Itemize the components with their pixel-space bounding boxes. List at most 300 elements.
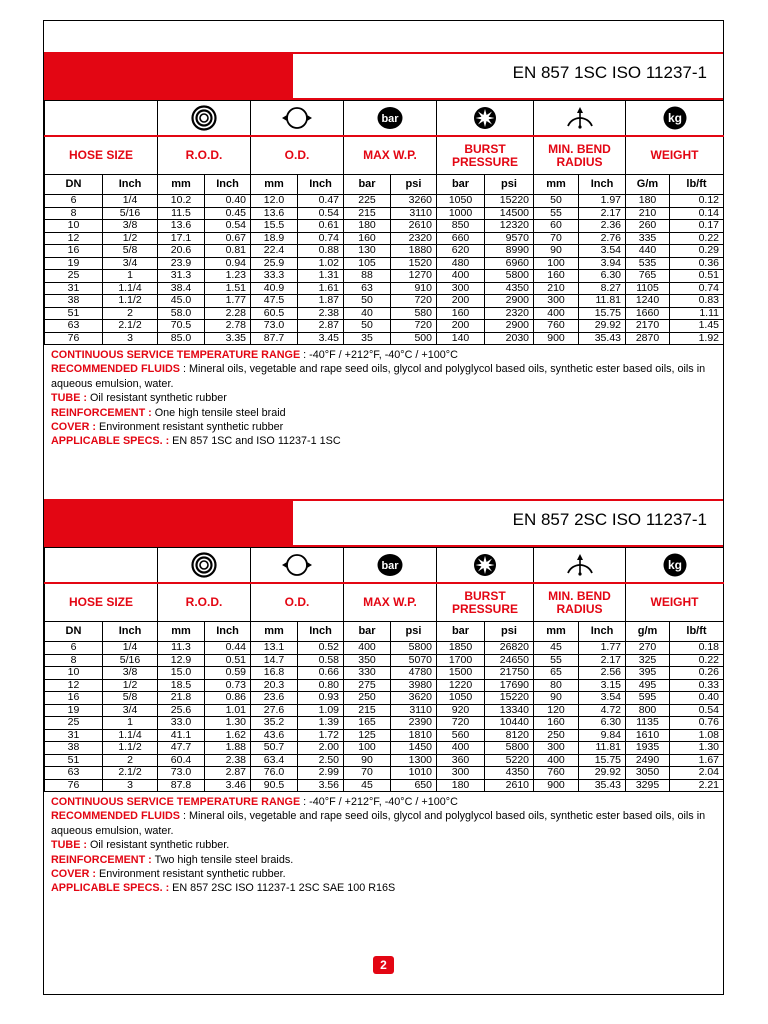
unit-header-cell: mm [158, 622, 205, 642]
table-cell: 4350 [485, 282, 534, 295]
table-cell: 300 [437, 767, 485, 780]
table-cell: 3 [103, 779, 158, 792]
table-cell: 0.36 [670, 257, 724, 270]
table-cell: 1935 [626, 742, 670, 755]
unit-header-cell: mm [534, 622, 579, 642]
table-cell: 2.1/2 [103, 320, 158, 333]
table-row [45, 232, 724, 245]
table-cell: 225 [344, 195, 391, 208]
table-cell: 720 [437, 717, 485, 730]
table-cell: 15.75 [579, 754, 626, 767]
table-cell: 70.5 [158, 320, 205, 333]
table-cell: 16 [45, 245, 103, 258]
table-cell: 2.28 [205, 307, 251, 320]
table-cell: 765 [626, 270, 670, 283]
table-cell: 90 [344, 754, 391, 767]
table-cell: 650 [391, 779, 437, 792]
header-od: O.D. [251, 136, 344, 175]
note-line [51, 434, 716, 448]
table-cell: 88 [344, 270, 391, 283]
table-cell: 140 [437, 332, 485, 345]
note-text: EN 857 2SC ISO 11237-1 2SC SAE 100 R16S [169, 882, 396, 895]
table-cell: 2 [103, 307, 158, 320]
header-min-bend-radius: MIN. BEND RADIUS [534, 136, 626, 175]
table-row [45, 679, 724, 692]
unit-header-cell: psi [391, 622, 437, 642]
table-cell: 1.45 [670, 320, 724, 333]
header-rod: R.O.D. [158, 583, 251, 622]
table-cell: 0.22 [670, 654, 724, 667]
table-cell: 2610 [485, 779, 534, 792]
note-text: : -40°F / +212°F, -40°C / +100°C [300, 796, 458, 808]
table-cell: 18.9 [251, 232, 298, 245]
bend-radius-icon [534, 101, 626, 137]
table-cell: 0.54 [205, 220, 251, 233]
table-cell: 2.76 [579, 232, 626, 245]
table-cell: 2170 [626, 320, 670, 333]
red-banner-block [44, 501, 293, 545]
table-cell: 2.00 [298, 742, 344, 755]
table-cell: 0.29 [670, 245, 724, 258]
table-cell: 8.27 [579, 282, 626, 295]
unit-header-cell: bar [344, 622, 391, 642]
unit-header-cell: Inch [579, 175, 626, 195]
table-cell: 350 [344, 654, 391, 667]
table-cell: 2.38 [298, 307, 344, 320]
group-header-row [45, 136, 724, 175]
icon-row [45, 548, 724, 584]
table-row [45, 332, 724, 345]
table-cell: 1.87 [298, 295, 344, 308]
table-cell: 3/8 [103, 220, 158, 233]
unit-header-cell: lb/ft [670, 175, 724, 195]
table-cell: 1105 [626, 282, 670, 295]
table-row [45, 767, 724, 780]
table-cell: 60.5 [251, 307, 298, 320]
note-label: TUBE : [51, 392, 87, 405]
table-cell: 5800 [485, 742, 534, 755]
table-cell: 63.4 [251, 754, 298, 767]
unit-header-cell: g/m [626, 622, 670, 642]
table-cell: 31 [45, 282, 103, 295]
table-cell: 660 [437, 232, 485, 245]
table-cell: 200 [437, 295, 485, 308]
table-row [45, 704, 724, 717]
table-cell: 1.88 [205, 742, 251, 755]
table-cell: 160 [534, 717, 579, 730]
table-row [45, 754, 724, 767]
table-cell: 1450 [391, 742, 437, 755]
unit-header-cell: lb/ft [670, 622, 724, 642]
table-cell: 0.58 [298, 654, 344, 667]
note-line [51, 809, 716, 838]
spec-table [44, 100, 724, 345]
table-cell: 31 [45, 729, 103, 742]
table-cell: 1700 [437, 654, 485, 667]
table-cell: 1850 [437, 642, 485, 655]
section-title: EN 857 2SC ISO 11237-1 [512, 510, 707, 529]
table-cell: 1.67 [670, 754, 724, 767]
table-cell: 3/4 [103, 257, 158, 270]
table-cell: 65 [534, 667, 579, 680]
table-cell: 270 [626, 642, 670, 655]
bar-pressure-icon [344, 548, 437, 584]
header-min-bend-radius: MIN. BEND RADIUS [534, 583, 626, 622]
table-cell: 1/4 [103, 642, 158, 655]
table-cell: 12 [45, 679, 103, 692]
bend-radius-icon [534, 548, 626, 584]
note-label: APPLICABLE SPECS. : [51, 435, 170, 448]
table-cell: 2490 [626, 754, 670, 767]
unit-header-cell: Inch [579, 622, 626, 642]
table-row [45, 207, 724, 220]
table-row [45, 307, 724, 320]
note-text: EN 857 1SC and ISO 11237-1 1SC [169, 435, 341, 448]
table-cell: 0.44 [205, 642, 251, 655]
note-line [51, 406, 716, 420]
table-cell: 1660 [626, 307, 670, 320]
table-cell: 0.61 [298, 220, 344, 233]
bar-icon-text: bar [381, 560, 399, 572]
table-cell: 20.6 [158, 245, 205, 258]
table-cell: 400 [437, 270, 485, 283]
kg-weight-icon [626, 101, 724, 137]
table-cell: 1 [103, 717, 158, 730]
table-cell: 3.15 [579, 679, 626, 692]
table-cell: 3/8 [103, 667, 158, 680]
section-banner [44, 52, 723, 100]
table-cell: 2.17 [579, 654, 626, 667]
table-cell: 0.12 [670, 195, 724, 208]
table-cell: 2.87 [205, 767, 251, 780]
table-cell: 1220 [437, 679, 485, 692]
table-cell: 0.54 [670, 704, 724, 717]
table-row [45, 717, 724, 730]
table-row [45, 654, 724, 667]
table-cell: 1/2 [103, 232, 158, 245]
table-cell: 210 [534, 282, 579, 295]
table-cell: 1135 [626, 717, 670, 730]
table-cell: 1.30 [670, 742, 724, 755]
table-cell: 3620 [391, 692, 437, 705]
table-cell: 1.77 [579, 642, 626, 655]
table-cell: 15220 [485, 692, 534, 705]
table-cell: 1.1/2 [103, 295, 158, 308]
table-cell: 3.46 [205, 779, 251, 792]
table-cell: 6960 [485, 257, 534, 270]
table-cell: 5800 [391, 642, 437, 655]
table-cell: 1.31 [298, 270, 344, 283]
table-cell: 1270 [391, 270, 437, 283]
table-cell: 100 [344, 742, 391, 755]
table-cell: 76 [45, 779, 103, 792]
table-cell: 80 [534, 679, 579, 692]
table-cell: 1.92 [670, 332, 724, 345]
table-cell: 1300 [391, 754, 437, 767]
icon-row [45, 101, 724, 137]
table-cell: 300 [534, 742, 579, 755]
table-cell: 19 [45, 704, 103, 717]
note-line [51, 853, 716, 867]
table-cell: 27.6 [251, 704, 298, 717]
table-cell: 0.45 [205, 207, 251, 220]
note-label: CONTINUOUS SERVICE TEMPERATURE RANGE [51, 349, 301, 361]
table-cell: 300 [437, 282, 485, 295]
table-cell: 165 [344, 717, 391, 730]
table-cell: 800 [626, 704, 670, 717]
table-cell: 6 [45, 642, 103, 655]
table-cell: 2610 [391, 220, 437, 233]
table-cell: 0.18 [670, 642, 724, 655]
table-cell: 15220 [485, 195, 534, 208]
section-title: EN 857 1SC ISO 11237-1 [512, 63, 707, 82]
table-cell: 180 [344, 220, 391, 233]
table-cell: 2.38 [205, 754, 251, 767]
table-cell: 1 [103, 270, 158, 283]
note-label: RECOMMENDED FLUIDS [51, 810, 180, 823]
unit-header-cell: psi [485, 175, 534, 195]
table-cell: 535 [626, 257, 670, 270]
table-cell: 5/8 [103, 692, 158, 705]
table-cell: 6 [45, 195, 103, 208]
table-cell: 21750 [485, 667, 534, 680]
note-label: COVER : [51, 868, 96, 881]
group-header-row [45, 583, 724, 622]
note-label: APPLICABLE SPECS. : [51, 882, 170, 895]
table-row [45, 667, 724, 680]
table-cell: 11.5 [158, 207, 205, 220]
table-cell: 1.11 [670, 307, 724, 320]
header-hose-size: HOSE SIZE [45, 136, 158, 175]
table-cell: 76.0 [251, 767, 298, 780]
burst-icon [437, 101, 534, 137]
table-row [45, 642, 724, 655]
outer-diameter-icon [251, 101, 344, 137]
note-line [51, 867, 716, 881]
table-cell: 8990 [485, 245, 534, 258]
note-line [51, 348, 716, 362]
table-cell: 8 [45, 654, 103, 667]
table-cell: 0.66 [298, 667, 344, 680]
table-cell: 25.9 [251, 257, 298, 270]
table-cell: 440 [626, 245, 670, 258]
note-line [51, 881, 716, 895]
unit-header-cell: bar [437, 175, 485, 195]
table-cell: 1.02 [298, 257, 344, 270]
table-cell: 51 [45, 754, 103, 767]
table-cell: 14500 [485, 207, 534, 220]
table-cell: 5/16 [103, 207, 158, 220]
table-cell: 0.74 [298, 232, 344, 245]
table-cell: 8120 [485, 729, 534, 742]
table-cell: 0.93 [298, 692, 344, 705]
table-cell: 9.84 [579, 729, 626, 742]
table-cell: 35.43 [579, 779, 626, 792]
table-cell: 3.45 [298, 332, 344, 345]
table-cell: 330 [344, 667, 391, 680]
table-cell: 500 [391, 332, 437, 345]
kg-icon-text: kg [667, 111, 682, 125]
table-cell: 920 [437, 704, 485, 717]
table-cell: 18.5 [158, 679, 205, 692]
unit-header-cell: Inch [103, 622, 158, 642]
header-weight: WEIGHT [626, 583, 724, 622]
table-cell: 0.51 [205, 654, 251, 667]
table-cell: 105 [344, 257, 391, 270]
table-cell: 25 [45, 717, 103, 730]
table-cell: 3 [103, 332, 158, 345]
table-cell: 1.72 [298, 729, 344, 742]
table-cell: 35 [344, 332, 391, 345]
outer-diameter-icon [251, 548, 344, 584]
table-cell: 55 [534, 654, 579, 667]
table-cell: 0.81 [205, 245, 251, 258]
table-cell: 90 [534, 692, 579, 705]
table-cell: 1.1/4 [103, 729, 158, 742]
table-cell: 400 [437, 742, 485, 755]
header-hose-size: HOSE SIZE [45, 583, 158, 622]
note-line [51, 795, 716, 809]
table-cell: 13.6 [158, 220, 205, 233]
table-cell: 910 [391, 282, 437, 295]
table-cell: 5/8 [103, 245, 158, 258]
table-cell: 0.80 [298, 679, 344, 692]
table-cell: 3.35 [205, 332, 251, 345]
note-text: Oil resistant synthetic rubber. [87, 839, 230, 852]
table-cell: 720 [391, 320, 437, 333]
table-cell: 0.33 [670, 679, 724, 692]
table-cell: 50 [344, 320, 391, 333]
table-cell: 12.9 [158, 654, 205, 667]
table-row [45, 692, 724, 705]
note-label: TUBE : [51, 839, 87, 852]
table-cell: 4350 [485, 767, 534, 780]
note-label: REINFORCEMENT : [51, 853, 152, 866]
table-cell: 0.67 [205, 232, 251, 245]
table-cell: 73.0 [251, 320, 298, 333]
unit-header-cell: G/m [626, 175, 670, 195]
table-cell: 160 [534, 270, 579, 283]
unit-header-cell: Inch [205, 175, 251, 195]
table-cell: 2.1/2 [103, 767, 158, 780]
table-cell: 23.6 [251, 692, 298, 705]
table-cell: 100 [534, 257, 579, 270]
note-line [51, 362, 716, 391]
table-row [45, 742, 724, 755]
table-cell: 1.1/2 [103, 742, 158, 755]
header-od: O.D. [251, 583, 344, 622]
table-row [45, 320, 724, 333]
note-text: : Mineral oils, vegetable and rape seed oils, glycol and polyglycol based oils, synthetic ester based oils, oils in aqueous emulsion, water. [51, 363, 706, 390]
table-cell: 13.6 [251, 207, 298, 220]
table-cell: 760 [534, 767, 579, 780]
table-cell: 2 [103, 754, 158, 767]
table-cell: 6.30 [579, 717, 626, 730]
header-max-wp: MAX W.P. [344, 136, 437, 175]
table-cell: 335 [626, 232, 670, 245]
table-cell: 1.77 [205, 295, 251, 308]
table-cell: 3.94 [579, 257, 626, 270]
table-cell: 43.6 [251, 729, 298, 742]
table-cell: 23.9 [158, 257, 205, 270]
table-cell: 1.62 [205, 729, 251, 742]
table-cell: 41.1 [158, 729, 205, 742]
table-cell: 87.7 [251, 332, 298, 345]
table-cell: 3.54 [579, 692, 626, 705]
table-cell: 1610 [626, 729, 670, 742]
note-text: Environment resistant synthetic rubber [96, 421, 284, 434]
table-cell: 400 [344, 642, 391, 655]
table-cell: 21.8 [158, 692, 205, 705]
table-cell: 2.21 [670, 779, 724, 792]
table-cell: 1.01 [205, 704, 251, 717]
table-cell: 25.6 [158, 704, 205, 717]
table-cell: 850 [437, 220, 485, 233]
burst-icon [437, 548, 534, 584]
table-cell: 3050 [626, 767, 670, 780]
icon-cell-empty [45, 548, 158, 584]
table-cell: 1010 [391, 767, 437, 780]
unit-header-cell: Inch [103, 175, 158, 195]
table-cell: 13.1 [251, 642, 298, 655]
red-banner-block [44, 54, 293, 98]
unit-header-cell: DN [45, 622, 103, 642]
table-cell: 45.0 [158, 295, 205, 308]
table-cell: 55 [534, 207, 579, 220]
table-cell: 1000 [437, 207, 485, 220]
table-cell: 0.94 [205, 257, 251, 270]
table-cell: 3260 [391, 195, 437, 208]
header-max-wp: MAX W.P. [344, 583, 437, 622]
icon-cell-empty [45, 101, 158, 137]
table-cell: 3980 [391, 679, 437, 692]
note-text: Two high tensile steel braids. [151, 853, 294, 866]
table-cell: 210 [626, 207, 670, 220]
table-cell: 10 [45, 220, 103, 233]
table-cell: 35.2 [251, 717, 298, 730]
table-cell: 40.9 [251, 282, 298, 295]
table-cell: 11.3 [158, 642, 205, 655]
table-cell: 60.4 [158, 754, 205, 767]
table-cell: 14.7 [251, 654, 298, 667]
table-cell: 40 [344, 307, 391, 320]
table-cell: 38 [45, 295, 103, 308]
table-cell: 50.7 [251, 742, 298, 755]
note-line [51, 420, 716, 434]
table-cell: 33.0 [158, 717, 205, 730]
table-cell: 60 [534, 220, 579, 233]
table-cell: 2320 [391, 232, 437, 245]
table-cell: 35.43 [579, 332, 626, 345]
table-cell: 24650 [485, 654, 534, 667]
table-cell: 38 [45, 742, 103, 755]
table-cell: 2.56 [579, 667, 626, 680]
table-cell: 395 [626, 667, 670, 680]
table-cell: 275 [344, 679, 391, 692]
table-cell: 63 [344, 282, 391, 295]
table-cell: 17.1 [158, 232, 205, 245]
unit-header-cell: Inch [298, 622, 344, 642]
header-weight: WEIGHT [626, 136, 724, 175]
table-cell: 0.40 [205, 195, 251, 208]
table-cell: 1050 [437, 692, 485, 705]
table-cell: 0.47 [298, 195, 344, 208]
table-cell: 1.61 [298, 282, 344, 295]
table-cell: 2870 [626, 332, 670, 345]
table-cell: 45 [344, 779, 391, 792]
table-cell: 400 [534, 307, 579, 320]
table-cell: 2.36 [579, 220, 626, 233]
